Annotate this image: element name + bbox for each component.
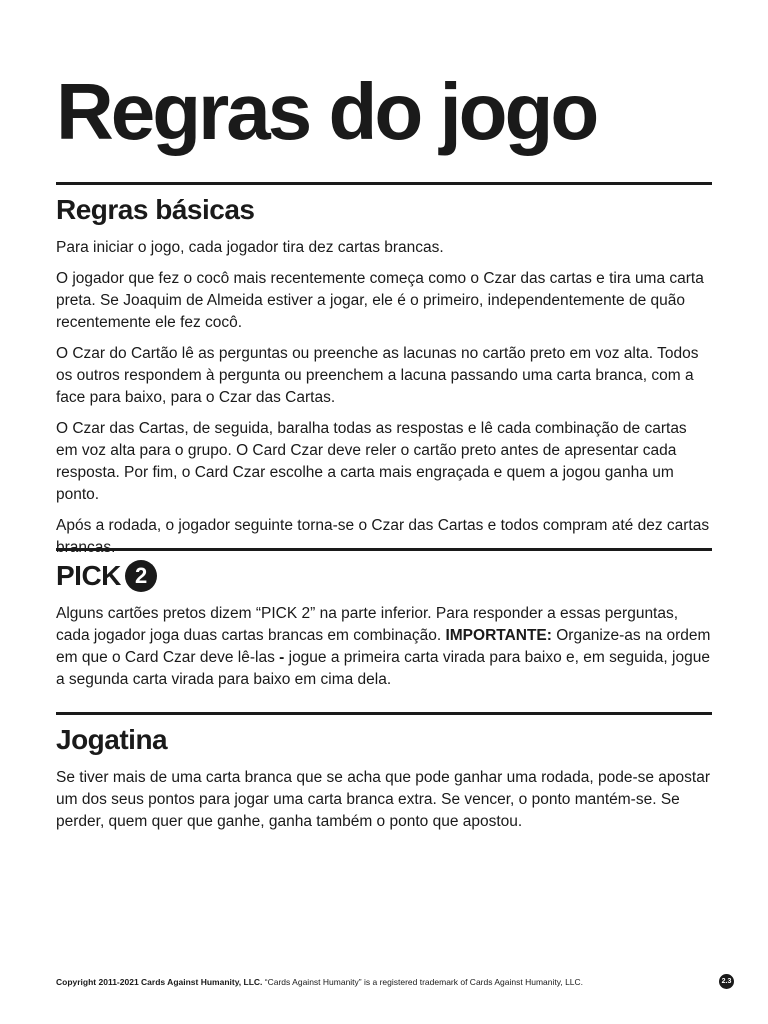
pick-dash: -	[279, 649, 285, 666]
gambling-paragraph: Se tiver mais de uma carta branca que se acha que pode ganhar uma rodada, pode-se apostar um dos seus pontos para jogar uma carta branca extra. Se vencer, o ponto mantém-se. Se perder, quem quer que ganhe, ganha também o ponto que apostou.	[56, 769, 710, 830]
pick-text-after: Organize-as na ordem em que o Card Czar deve lê-las	[56, 627, 711, 666]
footer-copyright: Copyright 2011-2021 Cards Against Humanity, LLC.	[56, 977, 263, 987]
section-divider	[56, 182, 712, 185]
section-heading-gambling: Jogatina	[56, 724, 168, 755]
section-heading-basic: Regras básicas	[56, 194, 255, 225]
footer-trademark: “Cards Against Humanity” is a registered trademark of Cards Against Humanity, LLC.	[262, 977, 584, 987]
page-title: Regras do jogo	[56, 67, 597, 156]
section-divider	[56, 548, 712, 551]
basic-paragraph-3: O Czar do Cartão lê as perguntas ou preenche as lacunas no cartão preto em voz alta. Todos os outros respondem à pergunta ou preenchem a lacuna passando uma carta branca, com a face para baixo, para o Czar das Cartas.	[56, 345, 699, 406]
pick-label: PICK	[56, 560, 121, 591]
section-divider	[56, 712, 712, 715]
pick-number-badge: 2	[125, 560, 157, 592]
basic-paragraph-1: Para iniciar o jogo, cada jogador tira dez cartas brancas.	[56, 239, 444, 256]
pick-paragraph	[56, 603, 712, 691]
section-gambling	[56, 712, 712, 842]
section-heading-pick	[56, 559, 712, 593]
basic-paragraph-4: O Czar das Cartas, de seguida, baralha todas as respostas e lê cada combinação de cartas em voz alta para o grupo. O Card Czar deve reler o cartão preto antes de apresentar cada resposta. Por fim, o Card Czar escolhe a carta mais engraçada e quem a jogou ganha um ponto.	[56, 420, 687, 503]
section-basic-rules	[56, 182, 712, 568]
section-pick-2	[56, 548, 712, 700]
page-footer	[56, 977, 583, 987]
basic-paragraph-2: O jogador que fez o cocô mais recentemente começa como o Czar das cartas e tira uma carta preta. Se Joaquim de Almeida estiver a jogar, ele é o primeiro, independentemente de quão recentemente ele fez cocô.	[56, 270, 704, 331]
page-number-badge: 2.3	[719, 974, 734, 989]
basic-paragraph-5: Após a rodada, o jogador seguinte torna-se o Czar das Cartas e todos compram até dez cartas	[56, 517, 710, 534]
pick-text-end: jogue a primeira carta virada para baixo e, em seguida, jogue a segunda carta virada para baixo em cima dela.	[56, 649, 710, 688]
pick-text-before: Alguns cartões pretos dizem “PICK 2” na parte inferior. Para responder a essas perguntas, cada jogador joga duas cartas brancas em combinação.	[56, 605, 679, 644]
important-label: IMPORTANTE:	[445, 627, 552, 644]
